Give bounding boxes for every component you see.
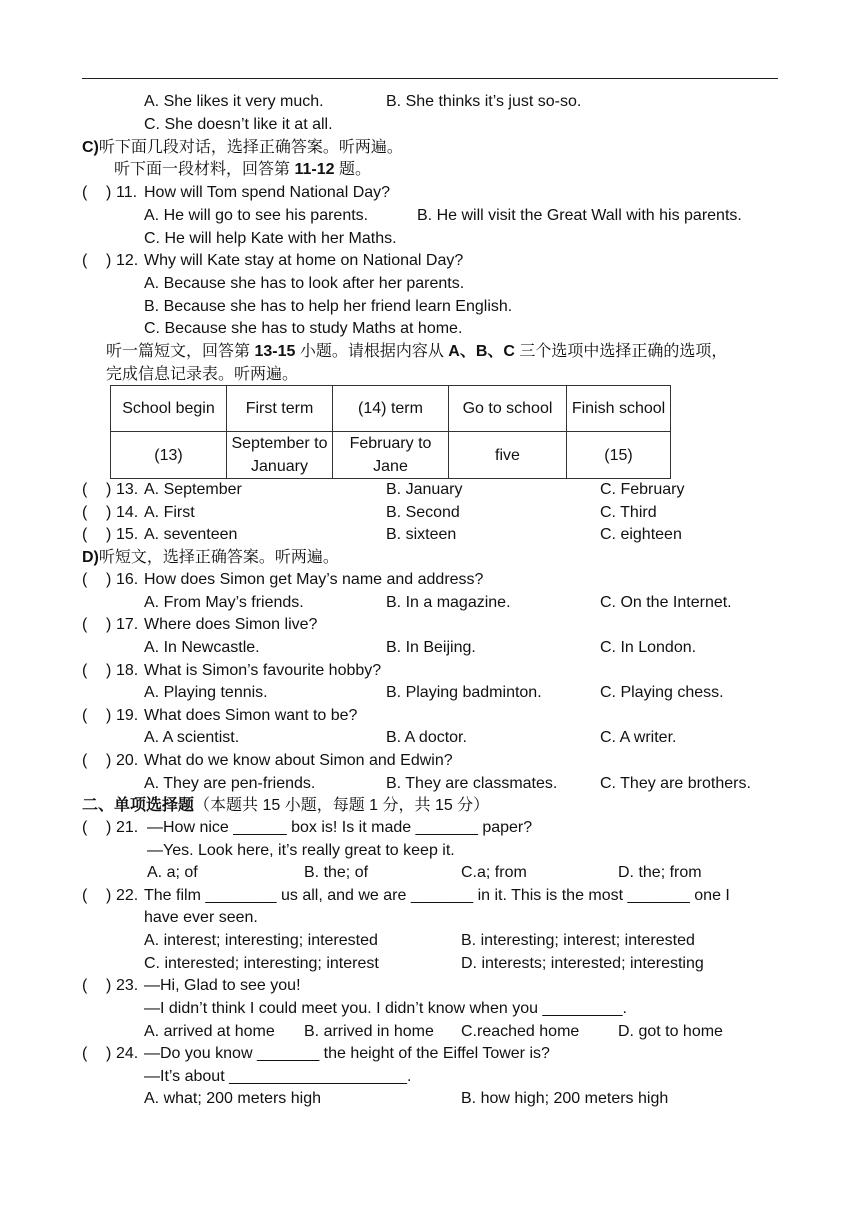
table-header-cell: (14) term xyxy=(333,386,449,432)
q16-number: 16. xyxy=(116,571,139,588)
q22-text-2: have ever seen. xyxy=(144,909,258,926)
q17-option-b: B. In Beijing. xyxy=(386,639,476,656)
q23-paren[interactable]: ( xyxy=(82,977,88,994)
q17-text: Where does Simon live? xyxy=(144,616,318,633)
passage-intro-abc: A、B、C xyxy=(448,343,515,360)
table-header-row xyxy=(111,386,671,432)
q12-option-b: B. Because she has to help her friend learn English. xyxy=(144,298,513,315)
q20-number: 20. xyxy=(116,752,139,769)
q18-number: 18. xyxy=(116,662,139,679)
part2-note: （本题共 15 小题，每题 1 分，共 15 分） xyxy=(194,797,490,814)
q14-option-c: C. Third xyxy=(600,504,657,521)
q15-paren[interactable]: ( xyxy=(82,526,88,543)
q12-paren[interactable]: ( xyxy=(82,252,88,269)
part2-title: 二、单项选择题 xyxy=(82,797,195,814)
q18-paren[interactable]: ( xyxy=(82,662,88,679)
part2-heading xyxy=(82,796,489,816)
q21-paren-close: ) xyxy=(106,819,112,836)
q16-option-b: B. In a magazine. xyxy=(386,594,511,611)
section-c-intro xyxy=(114,160,371,180)
table-header-cell: First term xyxy=(227,386,333,432)
q15-number: 15. xyxy=(116,526,139,543)
q21-text: —How nice ______ box is! Is it made _______ paper? xyxy=(147,819,533,836)
table-row xyxy=(111,432,671,479)
q12-option-a: A. Because she has to look after her parents. xyxy=(144,275,465,292)
q20-option-c: C. They are brothers. xyxy=(600,775,751,792)
q23-paren-close: ) xyxy=(106,977,112,994)
q21-option-b: B. the; of xyxy=(304,864,369,881)
q17-paren[interactable]: ( xyxy=(82,616,88,633)
intro-text-a: 听下面一段材料，回答第 xyxy=(114,161,295,178)
q14-option-b: B. Second xyxy=(386,504,460,521)
q23-option-a: A. arrived at home xyxy=(144,1023,275,1040)
q13-paren[interactable]: ( xyxy=(82,481,88,498)
passage-intro-p2: 小题。请根据内容从 xyxy=(295,343,449,360)
q23-option-b: B. arrived in home xyxy=(304,1023,434,1040)
q17-option-c: C. In London. xyxy=(600,639,697,656)
q22-number: 22. xyxy=(116,887,139,904)
q10-option-c: C. She doesn’t like it at all. xyxy=(144,116,333,133)
intro-range: 11-12 xyxy=(294,161,335,178)
q21-text-2: —Yes. Look here, it’s really great to keep it. xyxy=(147,842,455,859)
table-cell: September to January xyxy=(227,432,333,479)
q15-option-c: C. eighteen xyxy=(600,526,682,543)
table-cell: February to Jane xyxy=(333,432,449,479)
header-rule xyxy=(82,78,778,79)
q14-option-a: A. First xyxy=(144,504,195,521)
q21-number: 21. xyxy=(116,819,139,836)
q19-text: What does Simon want to be? xyxy=(144,707,358,724)
q22-paren[interactable]: ( xyxy=(82,887,88,904)
q20-paren-close: ) xyxy=(106,752,112,769)
q11-option-c: C. He will help Kate with her Maths. xyxy=(144,230,397,247)
q22-option-b: B. interesting; interest; interested xyxy=(461,932,695,949)
q12-option-c: C. Because she has to study Maths at home. xyxy=(144,320,463,337)
q11-paren-close: ) xyxy=(106,184,112,201)
passage-intro-range: 13-15 xyxy=(254,343,296,360)
q18-paren-close: ) xyxy=(106,662,112,679)
q21-paren[interactable]: ( xyxy=(82,819,88,836)
q22-option-a: A. interest; interesting; interested xyxy=(144,932,378,949)
q23-option-c: C.reached home xyxy=(461,1023,580,1040)
q23-text: —Hi, Glad to see you! xyxy=(144,977,301,994)
q19-option-c: C. A writer. xyxy=(600,729,677,746)
q11-number: 11. xyxy=(116,184,138,201)
q11-option-b: B. He will visit the Great Wall with his parents. xyxy=(417,207,742,224)
q19-option-b: B. A doctor. xyxy=(386,729,467,746)
q24-option-a: A. what; 200 meters high xyxy=(144,1090,321,1107)
q15-option-a: A. seventeen xyxy=(144,526,238,543)
q19-option-a: A. A scientist. xyxy=(144,729,240,746)
q20-paren[interactable]: ( xyxy=(82,752,88,769)
q23-option-d: D. got to home xyxy=(618,1023,723,1040)
passage-intro-line1 xyxy=(106,342,727,362)
q13-number: 13. xyxy=(116,481,139,498)
q24-text-2: —It’s about ____________________. xyxy=(144,1068,412,1085)
q19-number: 19. xyxy=(116,707,139,724)
table-cell: (15) xyxy=(567,432,671,479)
q12-paren-close: ) xyxy=(106,252,112,269)
section-d-heading xyxy=(82,548,339,568)
q16-paren-close: ) xyxy=(106,571,112,588)
section-d-text: 听短文，选择正确答案。听两遍。 xyxy=(98,549,339,566)
q17-paren-close: ) xyxy=(106,616,112,633)
q11-text: How will Tom spend National Day? xyxy=(144,184,391,201)
q18-text: What is Simon’s favourite hobby? xyxy=(144,662,382,679)
q18-option-b: B. Playing badminton. xyxy=(386,684,542,701)
q12-number: 12. xyxy=(116,252,139,269)
q13-option-a: A. September xyxy=(144,481,242,498)
q20-option-b: B. They are classmates. xyxy=(386,775,558,792)
q19-paren[interactable]: ( xyxy=(82,707,88,724)
q12-text: Why will Kate stay at home on National Day? xyxy=(144,252,464,269)
q11-paren[interactable]: ( xyxy=(82,184,88,201)
q18-option-a: A. Playing tennis. xyxy=(144,684,268,701)
section-c-text: 听下面几段对话，选择正确答案。听两遍。 xyxy=(98,139,403,156)
passage-intro-p1: 听一篇短文，回答第 xyxy=(106,343,255,360)
q10-option-b: B. She thinks it’s just so-so. xyxy=(386,93,582,110)
table-header-cell: Finish school xyxy=(567,386,671,432)
q20-text: What do we know about Simon and Edwin? xyxy=(144,752,453,769)
q10-option-a: A. She likes it very much. xyxy=(144,93,324,110)
q16-paren[interactable]: ( xyxy=(82,571,88,588)
table-cell: (13) xyxy=(111,432,227,479)
q17-number: 17. xyxy=(116,616,139,633)
q15-option-b: B. sixteen xyxy=(386,526,457,543)
table-cell: five xyxy=(449,432,567,479)
q22-text: The film ________ us all, and we are _______ in it. This is the most _______ one I xyxy=(144,887,730,904)
q24-paren[interactable]: ( xyxy=(82,1045,88,1062)
passage-intro-p3: 三个选项中选择正确的选项， xyxy=(514,343,728,360)
table-header-cell: Go to school xyxy=(449,386,567,432)
q23-text-2: —I didn’t think I could meet you. I didn’t know when you _________. xyxy=(144,1000,627,1017)
intro-text-b: 题。 xyxy=(334,161,371,178)
q21-option-a: A. a; of xyxy=(147,864,198,881)
q16-option-c: C. On the Internet. xyxy=(600,594,732,611)
table-header-cell: School begin xyxy=(111,386,227,432)
passage-intro-line2: 完成信息记录表。听两遍。 xyxy=(106,366,299,383)
info-record-table xyxy=(110,385,671,479)
q14-paren-close: ) xyxy=(106,504,112,521)
q24-number: 24. xyxy=(116,1045,139,1062)
q14-number: 14. xyxy=(116,504,139,521)
q24-option-b: B. how high; 200 meters high xyxy=(461,1090,669,1107)
q21-option-d: D. the; from xyxy=(618,864,702,881)
q24-paren-close: ) xyxy=(106,1045,112,1062)
q23-number: 23. xyxy=(116,977,139,994)
q15-paren-close: ) xyxy=(106,526,112,543)
section-c-letter: C) xyxy=(82,139,99,156)
q11-option-a: A. He will go to see his parents. xyxy=(144,207,369,224)
q16-option-a: A. From May’s friends. xyxy=(144,594,304,611)
q24-text: —Do you know _______ the height of the Eiffel Tower is? xyxy=(144,1045,550,1062)
q16-text: How does Simon get May’s name and address? xyxy=(144,571,484,588)
q22-option-d: D. interests; interested; interesting xyxy=(461,955,704,972)
q18-option-c: C. Playing chess. xyxy=(600,684,724,701)
q13-paren-close: ) xyxy=(106,481,112,498)
section-c-heading xyxy=(82,138,403,158)
section-d-letter: D) xyxy=(82,549,99,566)
q13-option-c: C. February xyxy=(600,481,685,498)
q13-option-b: B. January xyxy=(386,481,463,498)
q22-option-c: C. interested; interesting; interest xyxy=(144,955,379,972)
q20-option-a: A. They are pen-friends. xyxy=(144,775,316,792)
q22-paren-close: ) xyxy=(106,887,112,904)
q21-option-c: C.a; from xyxy=(461,864,527,881)
q19-paren-close: ) xyxy=(106,707,112,724)
q14-paren[interactable]: ( xyxy=(82,504,88,521)
q17-option-a: A. In Newcastle. xyxy=(144,639,260,656)
